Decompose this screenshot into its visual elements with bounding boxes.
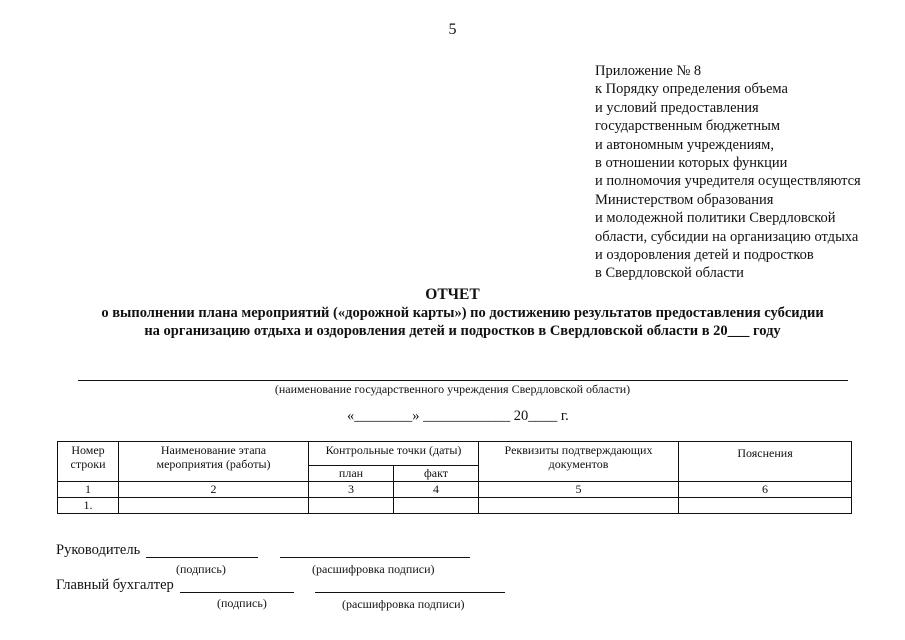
- head-label: Руководитель: [56, 542, 141, 558]
- report-table: [57, 441, 852, 514]
- appendix-line: к Порядку определения объема: [595, 81, 788, 98]
- appendix-line: в Свердловской области: [595, 265, 744, 282]
- appendix-line: государственным бюджетным: [595, 118, 781, 135]
- numbering-cell: 6: [679, 482, 852, 498]
- report-title: ОТЧЕТ: [425, 286, 480, 303]
- table-cell: [119, 498, 309, 514]
- head-decoding-line: [280, 557, 470, 558]
- numbering-cell: 2: [119, 482, 309, 498]
- numbering-cell: 4: [394, 482, 479, 498]
- header-stage-name: Наименование этапа мероприятия (работы): [119, 442, 309, 482]
- table-row: [58, 498, 852, 514]
- accountant-decoding-caption: (расшифровка подписи): [342, 597, 465, 611]
- header-notes: Пояснения: [679, 442, 852, 482]
- appendix-line: в отношении которых функции: [595, 155, 788, 172]
- accountant-decoding-line: [315, 592, 505, 593]
- appendix-line: и оздоровления детей и подростков: [595, 247, 814, 264]
- table-cell: [679, 498, 852, 514]
- appendix-line: области, субсидии на организацию отдыха: [595, 228, 859, 245]
- appendix-line: и условий предоставления: [595, 99, 759, 116]
- header-plan: план: [309, 466, 394, 482]
- head-signature-caption: (подпись): [176, 562, 226, 576]
- header-fact: факт: [394, 466, 479, 482]
- table-cell: [479, 498, 679, 514]
- appendix-line: и молодежной политики Свердловской: [595, 210, 836, 227]
- table-cell: [394, 498, 479, 514]
- head-decoding-caption: (расшифровка подписи): [312, 562, 435, 576]
- head-signature-line: [146, 557, 258, 558]
- header-documents: Реквизиты подтверждающих документов: [479, 442, 679, 482]
- report-subtitle-line2: на организацию отдыха и оздоровления детей и подростков в Свердловской области в 20___ году: [144, 322, 781, 339]
- appendix-line: Приложение № 8: [595, 63, 702, 79]
- table-cell: [309, 498, 394, 514]
- header-control-points: Контрольные точки (даты): [309, 442, 479, 466]
- appendix-line: и автономным учреждениям,: [595, 136, 774, 153]
- numbering-cell: 3: [309, 482, 394, 498]
- accountant-label: Главный бухгалтер: [56, 577, 174, 593]
- appendix-line: и полномочия учредителя осуществляются: [595, 173, 861, 190]
- numbering-cell: 1: [58, 482, 119, 498]
- appendix-block: [595, 62, 861, 283]
- accountant-signature-caption: (подпись): [217, 596, 267, 610]
- header-row-number: Номер строки: [58, 442, 119, 482]
- appendix-line: Министерством образования: [595, 191, 774, 208]
- numbering-cell: 5: [479, 482, 679, 498]
- row-number-cell: 1.: [58, 498, 119, 514]
- page-number: 5: [448, 21, 457, 38]
- report-date-line: «________» ____________ 20____ г.: [347, 408, 569, 424]
- report-subtitle: [20, 305, 905, 340]
- report-subtitle-line1: о выполнении плана мероприятий («дорожной карты») по достижению результатов предоставления субсидии: [101, 305, 824, 321]
- institution-caption: (наименование государственного учреждения Свердловской области): [274, 382, 631, 396]
- institution-name-line: [78, 380, 848, 381]
- accountant-signature-line: [180, 592, 294, 593]
